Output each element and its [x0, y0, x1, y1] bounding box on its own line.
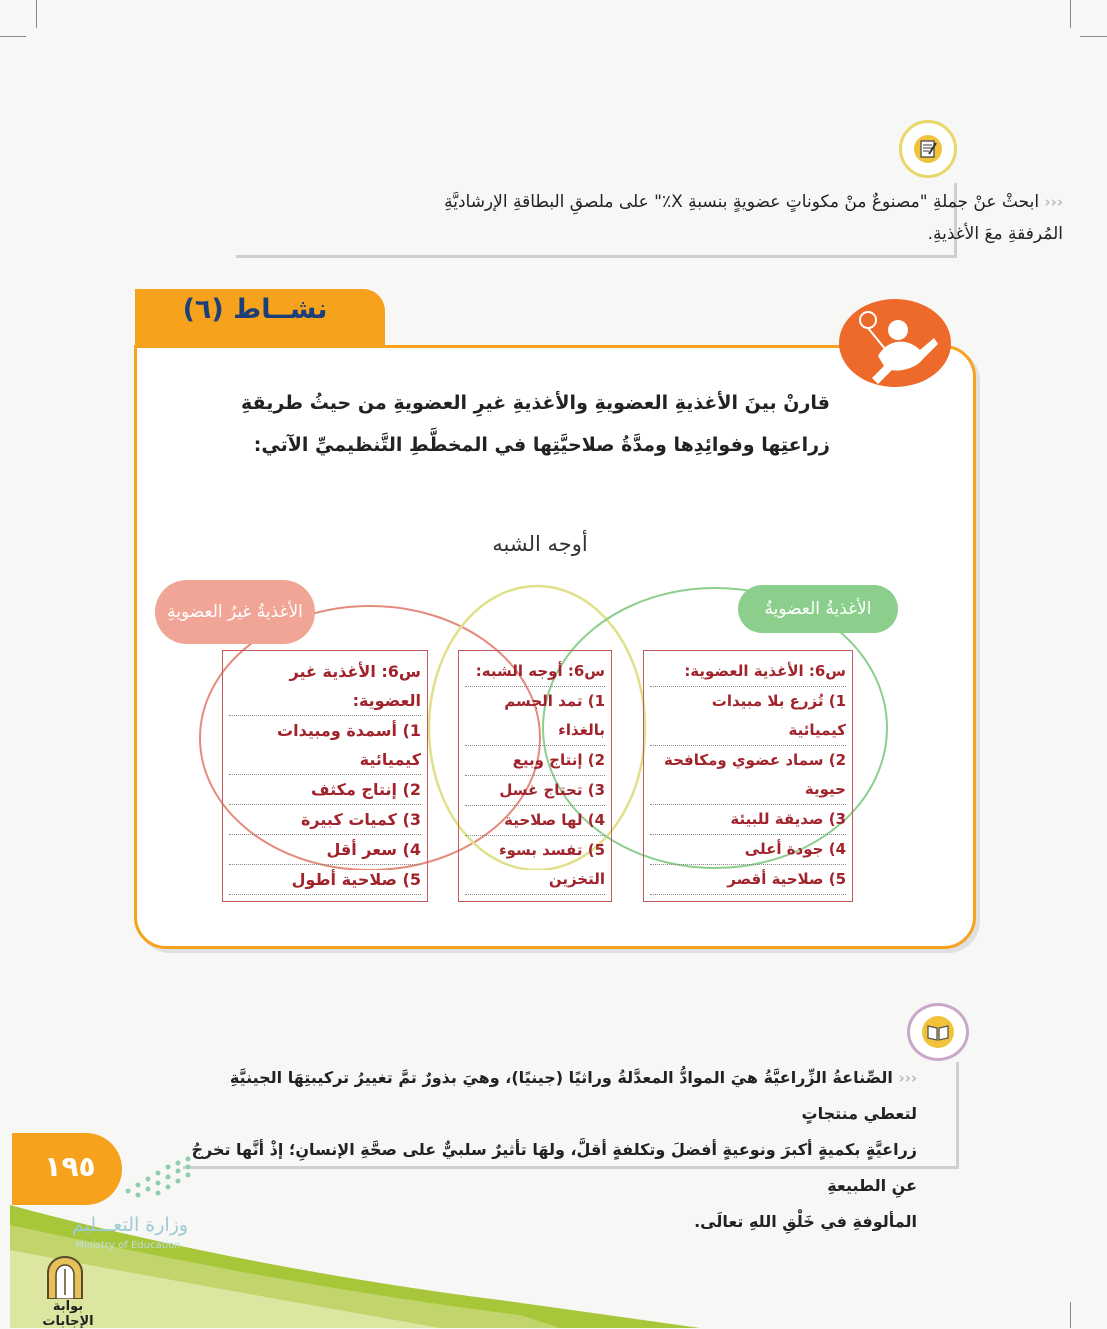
inorganic-foods-label: الأغذيةُ غيرُ العضويةِ — [155, 580, 315, 644]
portal-logo-icon — [44, 1255, 86, 1299]
answer-item: 3) صديقة للبيئة — [650, 805, 846, 835]
activity-person-icon — [838, 298, 952, 388]
answer-heading: س6: الأغذية غير العضوية: — [229, 657, 421, 716]
notes-icon — [899, 120, 957, 178]
answer-item: 5) تفسد بسوء التخزين — [465, 836, 605, 895]
crop-mark — [36, 0, 37, 28]
research-line-2: المُرفقةِ معَ الأغذيةِ. — [927, 224, 1063, 244]
crop-mark — [1070, 1302, 1071, 1328]
answer-item: 2) إنتاج وبيع — [465, 746, 605, 776]
ministry-dots-logo — [118, 1155, 198, 1201]
answer-item: 3) كميات كبيرة — [229, 805, 421, 835]
answer-item: 4) لها صلاحية — [465, 806, 605, 836]
book-icon — [907, 1003, 969, 1061]
answer-box-inorganic — [222, 650, 428, 902]
bullet-arrows-icon: ‹‹‹ — [898, 1069, 917, 1087]
page-number: ١٩٥ — [44, 1150, 96, 1183]
activity-instruction: قارنْ بينَ الأغذيةِ العضويةِ والأغذيةِ غيرِ العضويةِ من حيثُ طريقةِ زراعتِها وفوائِدِها ومدَّةُ صلاحيَّتِها في المخطَّطِ التَّنظيميِّ الآتي: — [241, 392, 830, 456]
answer-heading: س6: أوجه الشبه: — [465, 657, 605, 687]
research-line-1: ابحثْ عنْ جملةِ "مصنوعٌ منْ مكوناتٍ عضويةٍ بنسبةِ X٪" على ملصقِ البطاقةِ الإرشاديَّةِ — [444, 192, 1040, 212]
answer-box-organic — [643, 650, 853, 902]
glossary-line-1: الصِّناعةُ الزِّراعيَّةُ هيَ الموادُّ المعدَّلةُ وراثيًا (جينيًا)، وهيَ بذورٌ تمَّ تغييرُ تركيبتِهَا الجينيَّةِ لتعطي منتجاتٍ — [229, 1068, 917, 1123]
answer-item: 4) سعر أقل — [229, 835, 421, 865]
crop-mark — [0, 36, 26, 37]
answer-heading: س6: الأغذية العضوية: — [650, 657, 846, 687]
ministry-name: وزارة التعـــليم — [71, 1214, 189, 1236]
answer-item: 1) أسمدة ومبيدات كيميائية — [229, 716, 421, 775]
answer-box-similarities — [458, 650, 612, 902]
answer-item: 2) سماد عضوي ومكافحة حيوية — [650, 746, 846, 805]
crop-mark — [1070, 0, 1071, 28]
answer-item: 2) إنتاج مكثف — [229, 775, 421, 805]
answer-item: 5) صلاحية أطول — [229, 865, 421, 895]
answer-item: 4) جودة أعلى — [650, 835, 846, 865]
activity-title: نشــاط (٦) — [182, 294, 328, 325]
answer-item: 5) صلاحية أقصر — [650, 865, 846, 895]
glossary-line-2: زراعيَّةٍ بكميةٍ أكبرَ ونوعيةٍ أفضلَ وتكلفةٍ أقلَّ، ولهَا تأثيرٌ سلبيٌّ على صحَّةِ الإنسانِ؛ إذْ أنَّها تخرجُ عنِ الطبيعةِ — [191, 1140, 917, 1195]
similarities-label: أوجه الشبه — [492, 532, 588, 556]
glossary-line-3: المألوفةِ في خَلْقِ اللهِ تعالَى. — [694, 1212, 917, 1231]
organic-foods-label: الأغذيةُ العضويةُ — [738, 585, 898, 633]
answer-item: 1) تُزرع بلا مبيدات كيميائية — [650, 687, 846, 746]
answer-item: 3) تحتاج غسل — [465, 776, 605, 806]
portal-label: بوابة الإجابات — [42, 1299, 94, 1329]
research-text — [393, 186, 1063, 250]
ministry-english-name: Ministry of Education — [75, 1240, 181, 1251]
answer-item: 1) تمد الجسم بالغذاء — [465, 687, 605, 746]
crop-mark — [1080, 36, 1107, 37]
bullet-arrows-icon: ‹‹‹ — [1044, 193, 1063, 211]
